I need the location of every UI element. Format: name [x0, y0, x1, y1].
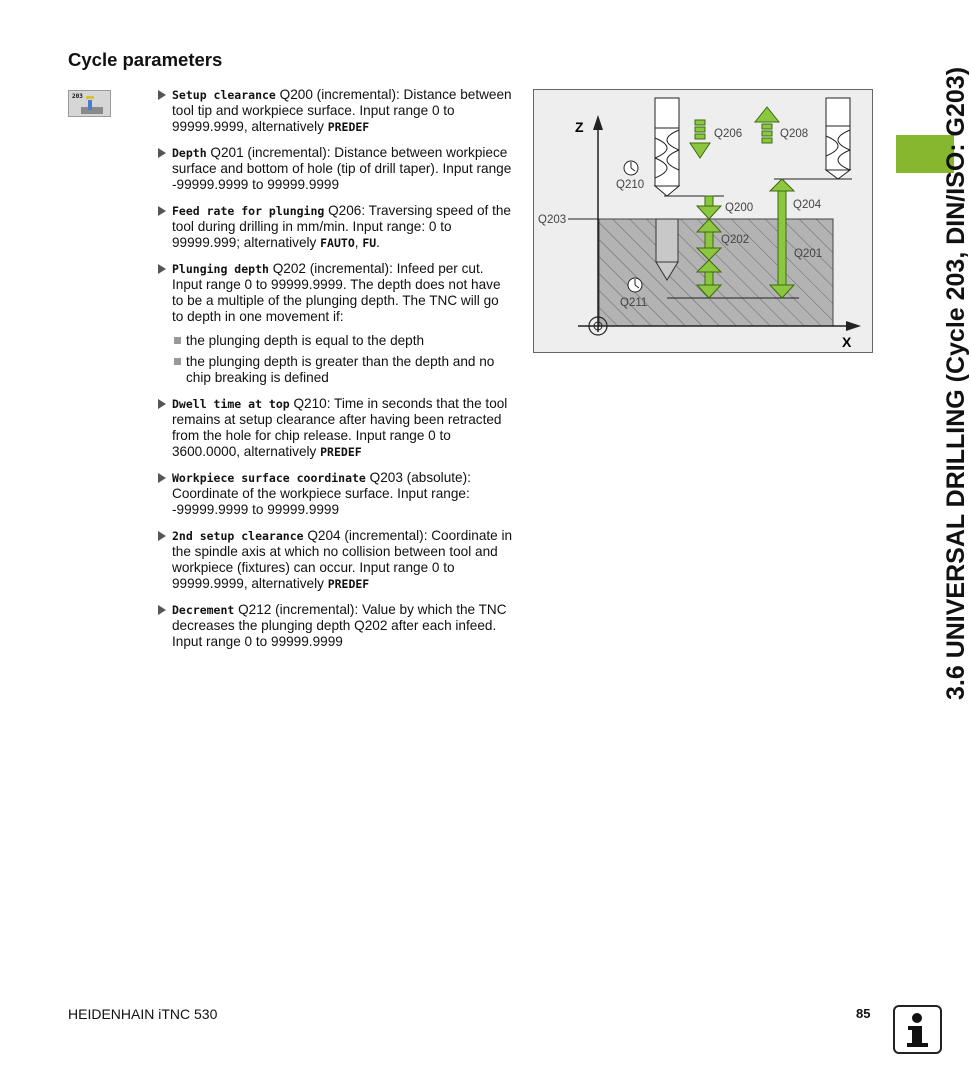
param-name: Depth: [172, 146, 207, 160]
condition-item: the plunging depth is greater than the depth and no chip breaking is defined: [172, 354, 513, 386]
footer-product-name: HEIDENHAIN iTNC 530: [68, 1006, 218, 1022]
param-depth: [158, 145, 513, 193]
dwell-bottom-clock-icon: [628, 278, 642, 292]
q200-arrow: [697, 196, 721, 219]
drill-icon: [69, 91, 110, 116]
param-description: Q203 (absolute): Coordinate of the workpiece surface. Input range: -99999.9999 to 99999.9999: [172, 470, 471, 517]
retract-up-arrow-icon: [755, 107, 779, 143]
label-q202: Q202: [721, 234, 750, 246]
info-icon: [893, 1005, 942, 1054]
label-q211: Q211: [620, 297, 648, 309]
label-q200: Q200: [725, 202, 754, 214]
feed-down-arrow-icon: [690, 120, 710, 158]
param-description: Q200 (incremental): Distance between tool tip and workpiece surface. Input range 0 to 99999.9999, alternatively: [172, 87, 512, 134]
arrow-icon: [158, 264, 166, 274]
param-name: 2nd setup clearance: [172, 529, 304, 543]
z-axis-label: Z: [575, 119, 584, 135]
drill-tool-left-icon: [655, 98, 679, 196]
param-description: Q204 (incremental): Coordinate in the spindle axis at which no collision between tool and workpiece (fixtures) can occur. Input range 0 to 99999.9999, alternatively: [172, 528, 513, 591]
label-q206: Q206: [714, 128, 743, 140]
arrow-icon: [158, 90, 166, 100]
label-q203: Q203: [538, 214, 567, 226]
label-q208: Q208: [780, 128, 809, 140]
param-name: Dwell time at top: [172, 397, 290, 411]
param-keyword: PREDEF: [320, 445, 362, 459]
label-q201: Q201: [794, 248, 823, 260]
param-setup-clearance: [158, 87, 513, 135]
param-decrement: [158, 602, 513, 650]
param-description: Q206: Traversing speed of the tool during drilling in mm/min. Input range: 0 to 99999.999; alternatively: [172, 203, 511, 250]
param-feed-rate: [158, 203, 513, 251]
cycle-diagram: [533, 89, 873, 353]
param-keyword: FAUTO: [320, 236, 355, 250]
cycle-icon-label: 203: [72, 93, 83, 100]
param-keyword-2: FU: [362, 236, 377, 250]
arrow-icon: [158, 473, 166, 483]
condition-list: [172, 333, 513, 386]
bullet-square-icon: [174, 337, 181, 344]
param-name: Workpiece surface coordinate: [172, 471, 366, 485]
param-keyword: PREDEF: [327, 577, 370, 591]
param-description: Q201 (incremental): Distance between workpiece surface and bottom of hole (tip of drill taper). Input range -99999.9999 to 99999.9999: [172, 145, 512, 192]
param-workpiece-surface: [158, 470, 513, 518]
param-name: Setup clearance: [172, 88, 276, 102]
x-axis-label: X: [842, 334, 852, 350]
param-2nd-setup-clearance: [158, 528, 513, 592]
arrow-icon: [158, 206, 166, 216]
label-q210: Q210: [616, 179, 645, 191]
condition-item: the plunging depth is equal to the depth: [172, 333, 513, 349]
param-name: Plunging depth: [172, 262, 269, 276]
param-dwell-time: [158, 396, 513, 460]
arrow-icon: [158, 399, 166, 409]
label-q204: Q204: [793, 199, 822, 211]
bullet-square-icon: [174, 358, 181, 365]
drilled-hole: [656, 219, 678, 262]
dwell-clock-icon: [624, 161, 638, 175]
param-plunging-depth: [158, 261, 513, 386]
param-description: Q202 (incremental): Infeed per cut. Input range 0 to 99999.9999. The depth does not have to be a multiple of the plunging depth. The TNC will go to depth in one movement if:: [172, 261, 501, 324]
page-number: 85: [856, 1006, 871, 1021]
param-keyword: PREDEF: [327, 120, 370, 134]
cycle-203-softkey-icon: [68, 90, 111, 117]
chapter-side-title: 3.6 UNIVERSAL DRILLING (Cycle 203, DIN/ISO: G203): [942, 66, 970, 700]
param-description: Q210: Time in seconds that the tool remains at setup clearance after having been retracted from the hole for chip release. Input range 0 to 3600.0000, alternatively: [172, 396, 508, 459]
parameter-list: [158, 87, 513, 660]
drill-tool-right-icon: [826, 98, 850, 179]
param-separator: ,: [354, 235, 363, 250]
param-name: Decrement: [172, 603, 235, 617]
arrow-icon: [158, 531, 166, 541]
param-name: Feed rate for plunging: [172, 204, 325, 218]
arrow-icon: [158, 148, 166, 158]
cycle-diagram-svg: [534, 90, 872, 352]
param-end: .: [376, 235, 380, 250]
param-description: Q212 (incremental): Value by which the TNC decreases the plunging depth Q202 after each infeed. Input range 0 to 99999.9999: [172, 602, 507, 649]
arrow-icon: [158, 605, 166, 615]
section-heading: Cycle parameters: [68, 49, 223, 70]
